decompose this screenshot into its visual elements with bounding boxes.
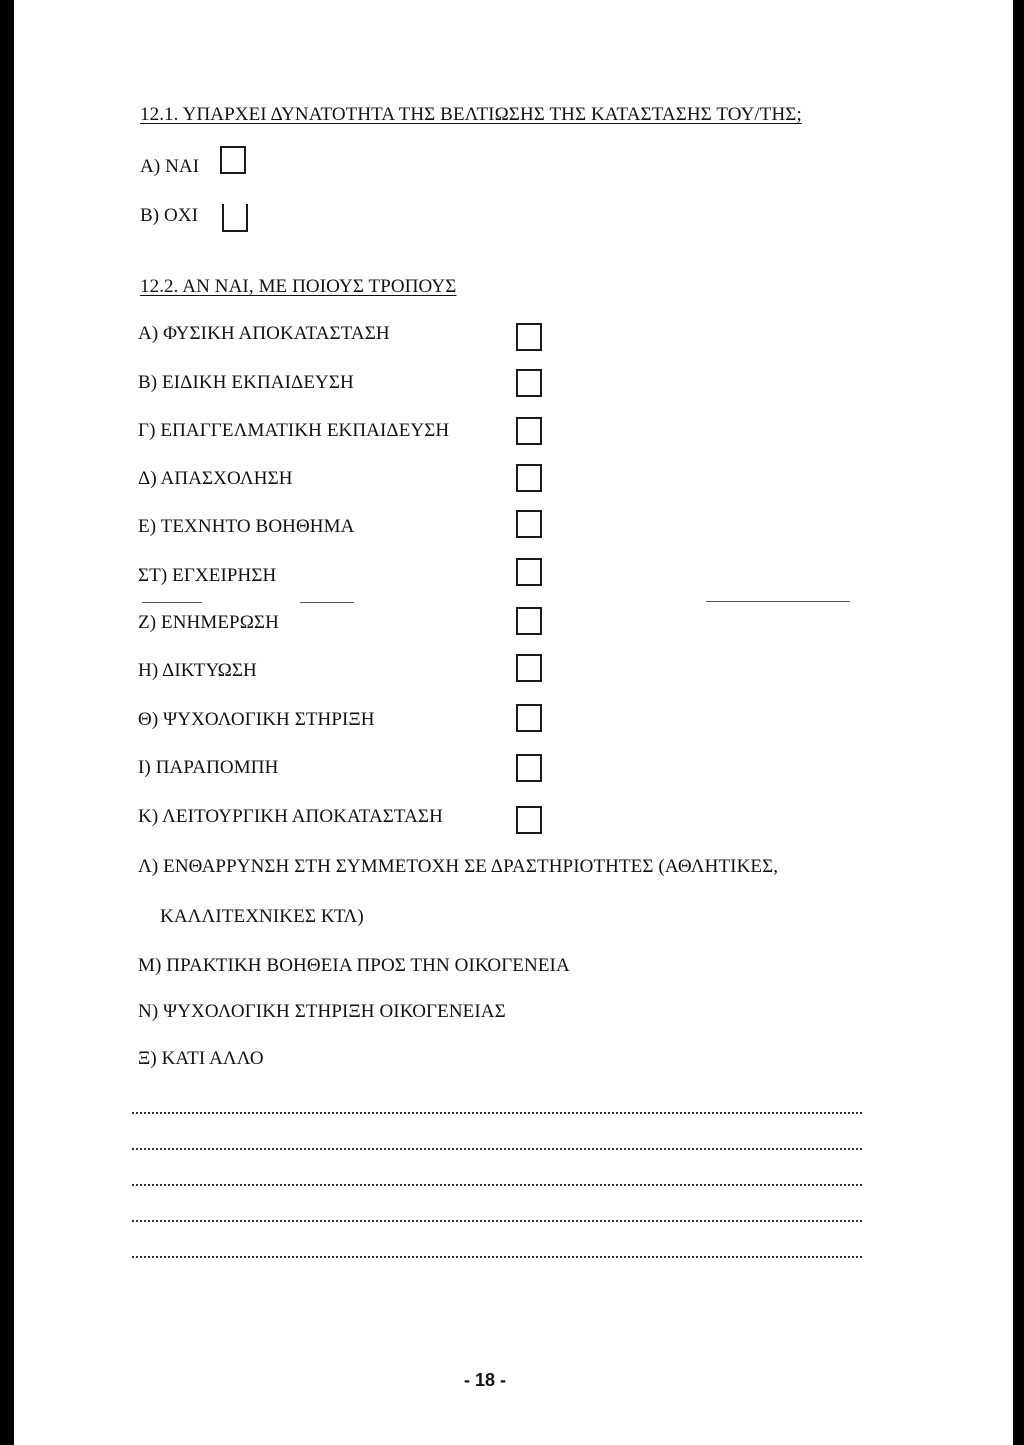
answer-line-4[interactable] [132, 1220, 862, 1222]
answer-line-5[interactable] [132, 1256, 862, 1258]
option-b-checkbox[interactable] [516, 369, 542, 397]
question-1-title: 12.1. ΥΠΑΡΧΕΙ ΔΥΝΑΤΟΤΗΤΑ ΤΗΣ ΒΕΛΤΙΩΣΗΣ ΤΗΣ ΚΑΤΑΣΤΑΣΗΣ ΤΟΥ/ΤΗΣ; [140, 104, 802, 125]
option-no-label: Β) ΟΧΙ [140, 205, 199, 226]
option-e-label: Ε) ΤΕΧΝΗΤΟ ΒΟΗΘΗΜΑ [138, 516, 355, 537]
scan-line [706, 601, 850, 602]
option-d-checkbox[interactable] [516, 464, 542, 492]
answer-line-1[interactable] [132, 1112, 862, 1114]
option-i-checkbox[interactable] [516, 754, 542, 782]
option-x-label: Ξ) ΚΑΤΙ ΑΛΛΟ [138, 1048, 264, 1069]
option-m-label: Μ) ΠΡΑΚΤΙΚΗ ΒΟΗΘΕΙΑ ΠΡΟΣ ΤΗΝ ΟΙΚΟΓΕΝΕΙΑ [138, 955, 570, 976]
option-h-checkbox[interactable] [516, 654, 542, 682]
option-l-label: Λ) ΕΝΘΑΡΡΥΝΣΗ ΣΤΗ ΣΥΜΜΕΤΟΧΗ ΣΕ ΔΡΑΣΤΗΡΙΟΤΗΤΕΣ (ΑΘΛΗΤΙΚΕΣ, [138, 856, 779, 877]
answer-line-2[interactable] [132, 1148, 862, 1150]
option-a-label: Α) ΦΥΣΙΚΗ ΑΠΟΚΑΤΑΣΤΑΣΗ [138, 323, 390, 344]
option-yes-label: Α) ΝΑΙ [140, 156, 200, 177]
option-k-label: Κ) ΛΕΙΤΟΥΡΓΙΚΗ ΑΠΟΚΑΤΑΣΤΑΣΗ [138, 806, 443, 827]
option-h-label: Η) ΔΙΚΤΥΩΣΗ [138, 660, 257, 681]
option-th-checkbox[interactable] [516, 704, 542, 732]
page-number: - 18 - [464, 1370, 507, 1390]
option-z-checkbox[interactable] [516, 607, 542, 635]
question-2-title: 12.2. ΑΝ ΝΑΙ, ΜΕ ΠΟΙΟΥΣ ΤΡΟΠΟΥΣ [140, 276, 457, 297]
scan-line [142, 602, 202, 603]
answer-line-3[interactable] [132, 1184, 862, 1186]
option-i-label: Ι) ΠΑΡΑΠΟΜΠΗ [138, 757, 279, 778]
option-e-checkbox[interactable] [516, 510, 542, 538]
document-page [14, 0, 1013, 1445]
scan-line [300, 602, 354, 603]
option-c-checkbox[interactable] [516, 417, 542, 445]
option-d-label: Δ) ΑΠΑΣΧΟΛΗΣΗ [138, 468, 293, 489]
option-th-label: Θ) ΨΥΧΟΛΟΓΙΚΗ ΣΤΗΡΙΞΗ [138, 709, 375, 730]
option-c-label: Γ) ΕΠΑΓΓΕΛΜΑΤΙΚΗ ΕΚΠΑΙΔΕΥΣΗ [138, 420, 450, 441]
option-l-continuation: ΚΑΛΛΙΤΕΧΝΙΚΕΣ ΚΤΛ) [160, 906, 364, 927]
option-st-checkbox[interactable] [516, 558, 542, 586]
option-n-label: Ν) ΨΥΧΟΛΟΓΙΚΗ ΣΤΗΡΙΞΗ ΟΙΚΟΓΕΝΕΙΑΣ [138, 1001, 506, 1022]
option-yes-checkbox[interactable] [220, 146, 246, 174]
option-z-label: Ζ) ΕΝΗΜΕΡΩΣΗ [138, 612, 279, 633]
option-k-checkbox[interactable] [516, 806, 542, 834]
option-a-checkbox[interactable] [516, 323, 542, 351]
option-st-label: ΣΤ) ΕΓΧΕΙΡΗΣΗ [138, 565, 277, 586]
option-no-checkbox[interactable] [222, 204, 248, 232]
option-b-label: Β) ΕΙΔΙΚΗ ΕΚΠΑΙΔΕΥΣΗ [138, 372, 354, 393]
